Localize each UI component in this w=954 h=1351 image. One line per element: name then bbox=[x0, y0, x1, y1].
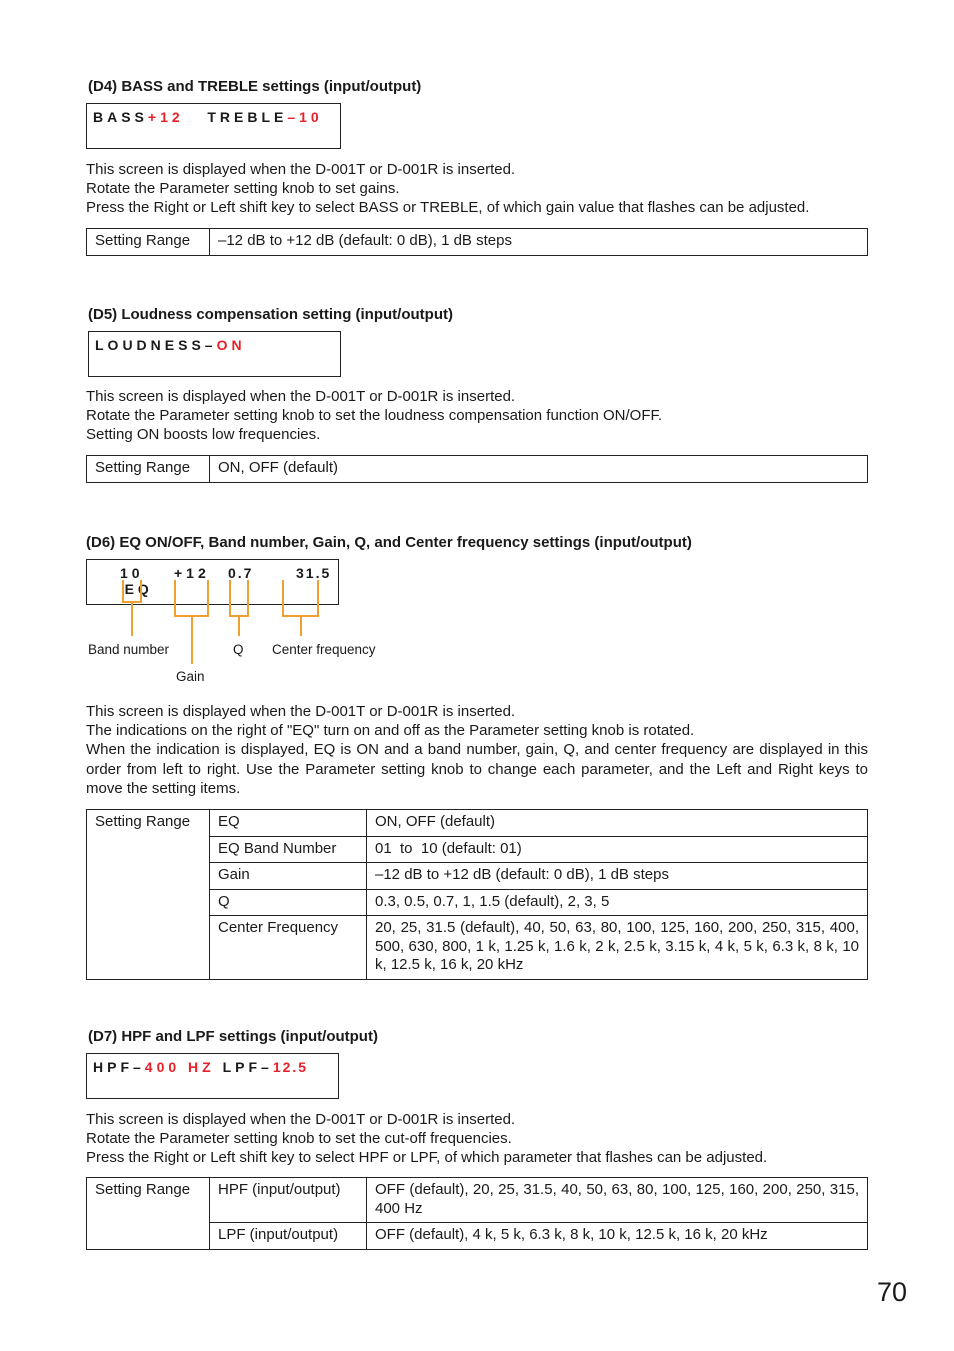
section-heading-d6: (D6) EQ ON/OFF, Band number, Gain, Q, and Center frequency settings (input/output) bbox=[86, 534, 692, 551]
table-row bbox=[87, 456, 868, 483]
lcd-eq-gain-value: +12 bbox=[174, 565, 210, 581]
setting-range-label: Setting Range bbox=[87, 456, 210, 483]
d4-description bbox=[86, 160, 868, 218]
d5-description bbox=[86, 387, 868, 445]
d4-line-3: Press the Right or Left shift key to select BASS or TREBLE, of which gain value that flashes can be adjusted. bbox=[86, 199, 810, 217]
d6-line-2: The indications on the right of "EQ" turn on and off as the Parameter setting knob is rotated. bbox=[86, 722, 695, 740]
hpf-item: HPF (input/output) bbox=[210, 1178, 367, 1223]
lcd-hpf-label: HPF– bbox=[93, 1059, 145, 1075]
eq-band-number-value: 01 to 10 (default: 01) bbox=[367, 836, 868, 863]
lcd-display-loudness bbox=[88, 331, 341, 377]
d7-description bbox=[86, 1110, 868, 1168]
lcd-hz-unit: HZ bbox=[188, 1059, 215, 1075]
setting-range-label: Setting Range bbox=[87, 810, 210, 980]
d6-description bbox=[86, 702, 868, 798]
table-row bbox=[87, 229, 868, 256]
lcd-display-bass-treble bbox=[86, 103, 341, 149]
callout-band-number: Band number bbox=[88, 642, 170, 657]
eq-band-number-item: EQ Band Number bbox=[210, 836, 367, 863]
lpf-value: OFF (default), 4 k, 5 k, 6.3 k, 8 k, 10 k, 12.5 k, 16 k, 20 kHz bbox=[367, 1223, 868, 1250]
setting-range-value: ON, OFF (default) bbox=[210, 456, 868, 483]
lcd-hpf-value: 400 bbox=[144, 1059, 181, 1075]
d7-setting-range-table bbox=[86, 1177, 868, 1250]
lcd-eq-label: EQ bbox=[124, 581, 153, 597]
d5-line-2: Rotate the Parameter setting knob to set the loudness compensation function ON/OFF. bbox=[86, 407, 663, 425]
callout-center-frequency: Center frequency bbox=[272, 642, 376, 657]
callout-gain: Gain bbox=[176, 669, 205, 684]
lcd-eq-freq-value: 31.5 bbox=[296, 565, 332, 581]
lcd-treble-label: TREBLE bbox=[207, 109, 288, 125]
setting-range-label: Setting Range bbox=[87, 229, 210, 256]
lcd-loudness-label: LOUDNESS– bbox=[95, 337, 217, 353]
eq-gain-callout-line bbox=[86, 616, 346, 666]
d4-setting-range-table bbox=[86, 228, 868, 256]
d6-line-3: When the indication is displayed, EQ is ON and a band number, gain, Q, and center frequency are displayed in this order from left to right. Use the Parameter setting knob to change each parameter, and the Left and Right keys to move the setting items. bbox=[86, 741, 868, 797]
lpf-item: LPF (input/output) bbox=[210, 1223, 367, 1250]
d6-line-1: This screen is displayed when the D-001T or D-001R is inserted. bbox=[86, 703, 516, 720]
setting-range-label: Setting Range bbox=[87, 1178, 210, 1250]
d7-line-2: Rotate the Parameter setting knob to set the cut-off frequencies. bbox=[86, 1130, 512, 1148]
d5-line-3: Setting ON boosts low frequencies. bbox=[86, 426, 321, 444]
q-value: 0.3, 0.5, 0.7, 1, 1.5 (default), 2, 3, 5 bbox=[367, 889, 868, 916]
table-row bbox=[87, 810, 868, 837]
section-heading-d5: (D5) Loudness compensation setting (input/output) bbox=[88, 306, 453, 323]
d5-line-1: This screen is displayed when the D-001T or D-001R is inserted. bbox=[86, 388, 516, 405]
d7-line-3: Press the Right or Left shift key to select HPF or LPF, of which parameter that flashes can be adjusted. bbox=[86, 1149, 768, 1167]
page-number: 70 bbox=[877, 1277, 908, 1307]
d6-setting-range-table bbox=[86, 809, 868, 980]
setting-range-value: –12 dB to +12 dB (default: 0 dB), 1 dB steps bbox=[210, 229, 868, 256]
table-row bbox=[87, 1178, 868, 1223]
lcd-eq-band-value: 10 bbox=[120, 565, 144, 581]
callout-q: Q bbox=[233, 642, 244, 657]
d4-line-2: Rotate the Parameter setting knob to set gains. bbox=[86, 180, 400, 198]
hpf-value: OFF (default), 20, 25, 31.5, 40, 50, 63, 80, 100, 125, 160, 200, 250, 315, 400 Hz bbox=[367, 1178, 868, 1223]
section-heading-d7: (D7) HPF and LPF settings (input/output) bbox=[88, 1028, 378, 1045]
lcd-eq-q-value: 0.7 bbox=[228, 565, 254, 581]
lcd-lpf-value: 12.5 bbox=[272, 1059, 309, 1075]
lcd-treble-value: –10 bbox=[287, 109, 323, 125]
center-frequency-item: Center Frequency bbox=[210, 916, 367, 980]
eq-item: EQ bbox=[210, 810, 367, 837]
lcd-display-hpf-lpf bbox=[86, 1053, 339, 1099]
lcd-lpf-label: LPF– bbox=[222, 1059, 273, 1075]
lcd-loudness-value: ON bbox=[216, 337, 246, 353]
d4-line-1: This screen is displayed when the D-001T or D-001R is inserted. bbox=[86, 161, 516, 178]
lcd-bass-value: +12 bbox=[147, 109, 184, 125]
section-heading-d4: (D4) BASS and TREBLE settings (input/output) bbox=[88, 78, 422, 95]
eq-value: ON, OFF (default) bbox=[367, 810, 868, 837]
gain-item: Gain bbox=[210, 863, 367, 890]
lcd-bass-label: BASS bbox=[93, 109, 148, 125]
d7-line-1: This screen is displayed when the D-001T or D-001R is inserted. bbox=[86, 1111, 516, 1128]
d5-setting-range-table bbox=[86, 455, 868, 483]
center-frequency-value: 20, 25, 31.5 (default), 40, 50, 63, 80, 100, 125, 160, 200, 250, 315, 400, 500, 630, 800, 1 k, 1.25 k, 1.6 k, 2 k, 2.5 k, 3.15 k, 4 k, 5 k, 6.3 k, 8 k, 10 k, 12.5 k, 16 k, 20 kHz bbox=[367, 916, 868, 980]
gain-value: –12 dB to +12 dB (default: 0 dB), 1 dB steps bbox=[367, 863, 868, 890]
q-item: Q bbox=[210, 889, 367, 916]
